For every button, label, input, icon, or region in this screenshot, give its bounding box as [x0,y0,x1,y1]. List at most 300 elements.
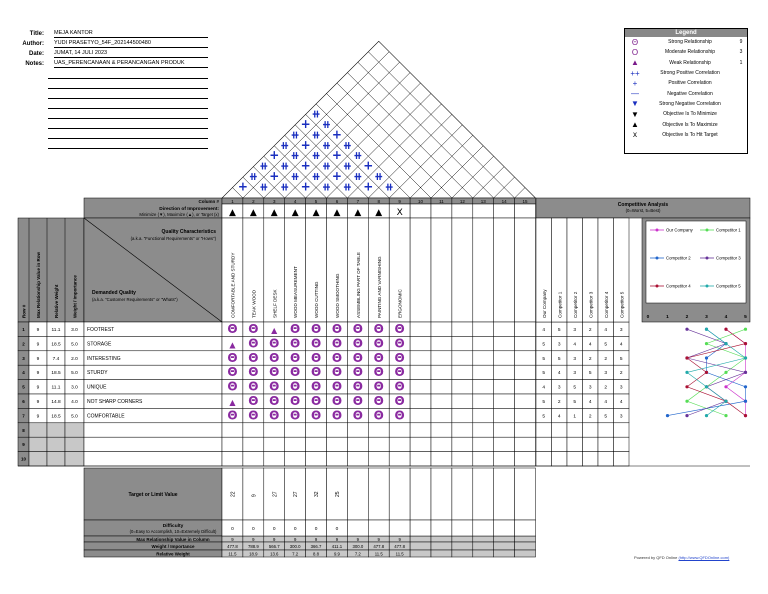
competitor-cell [598,437,614,451]
max-relationship-column-label: Max Relationship Value in Column [136,536,210,542]
legend-title: Legend [625,29,747,37]
competitor-rating: 3 [588,385,592,391]
competitor-series-point [744,385,747,388]
difficulty-cell [431,520,452,536]
direction-icon: X [396,208,403,218]
row-value: 18.5 [51,342,61,348]
relative-weight-column-cell [410,550,431,557]
qc-title: Quality Characteristics [161,229,216,235]
relationship-cell [473,380,494,394]
strong-relationship-icon: Θ [394,322,405,336]
relationship-cell [515,336,536,350]
competitor-series-point [744,328,747,331]
footer-credit [634,555,729,560]
demanded-quality-cell [84,423,222,437]
competitor-rating: 3 [573,356,577,362]
positive-icon: + [237,179,248,194]
relationship-cell [410,437,431,451]
strong-relationship-icon: Θ [352,350,363,365]
strong-positive-icon: ⧺ [311,107,321,121]
legend-symbol-icon: ▼ [631,109,639,119]
relationship-cell [306,452,327,466]
strong-relationship-icon: Θ [394,394,405,408]
chart-row-bg [642,394,750,408]
difficulty-cell [473,520,494,536]
target-cell [473,468,494,520]
legend-value: 9 [739,39,743,46]
positive-icon: + [331,169,342,184]
weight-importance-column-cell [410,542,431,550]
competitor-series-point [705,371,708,374]
strong-relationship-icon: Θ [227,365,238,380]
weight-importance-column-value: 477.8 [373,543,385,549]
strong-relationship-icon: Θ [352,322,363,336]
competitor-cell [567,452,583,466]
competitor-rating: 1 [573,414,577,420]
competitor-series-point [744,371,747,374]
competitor-legend-label: Our Company [666,227,693,233]
left-header-label: Relative Weight [54,284,59,318]
competitor-rating: 5 [542,342,546,348]
relationship-cell [494,452,515,466]
date-value: JUMAT, 14 JULI 2023 [54,49,208,58]
competitor-rating: 5 [542,414,546,420]
column-number: 14 [501,199,507,204]
direction-icon: ▲ [354,208,362,218]
strong-positive-icon: ⧺ [321,138,332,152]
legend-symbol-icon: ▲ [631,120,639,130]
direction-cell [452,204,473,218]
row-value: 9 [36,356,40,362]
competitor-rating: 2 [604,385,608,391]
max-relationship-column-value: 9 [231,536,234,542]
strong-positive-icon: ⧺ [353,149,363,163]
max-relationship-column-value: 9 [293,536,297,542]
relationship-cell [473,365,494,379]
relationship-cell [494,408,515,422]
legend-label: Negative Correlation [667,90,713,97]
axis-tick-label: 2 [685,315,689,320]
relationship-cell [222,423,243,437]
direction-icon: ▲ [270,208,278,218]
relationship-cell [347,423,368,437]
direction-cell [515,204,536,218]
relationship-cell [264,437,285,451]
characteristic-cell [410,218,431,322]
relationship-cell [473,423,494,437]
difficulty-cell [389,520,410,536]
direction-sub: Minimize (▼), Maximize (▲), or Target (x) [139,212,219,217]
relative-weight-column-value: 8.8 [313,551,320,557]
relationship-cell [515,365,536,379]
legend-symbol-icon: + [632,78,638,88]
row-value: 9 [36,414,40,420]
row-number: 3 [22,355,25,361]
axis-tick-label: 5 [744,315,747,320]
competitor-rating: 4 [557,414,561,420]
relationship-cell [515,452,536,466]
difficulty-value: 0 [314,527,318,532]
row-value-cell [29,437,47,451]
max-relationship-column-value: 9 [252,536,255,542]
chart-row-bg [642,423,750,437]
competitor-rating: 2 [588,414,592,420]
direction-icon: ▲ [249,208,257,218]
strong-relationship-icon: Θ [269,365,280,380]
target-value: 22 [230,491,237,497]
legend-symbol-icon: O [631,47,639,57]
target-value: 27 [272,491,279,497]
competitor-rating: 4 [588,342,592,348]
relationship-cell [452,365,473,379]
row-value: 18.5 [51,371,61,377]
relationship-cell [243,437,264,451]
row-number: 2 [22,341,25,347]
demanded-quality: INTERESTING [87,355,121,362]
difficulty-cell [494,520,515,536]
competitor-rating: 2 [557,400,561,405]
legend-symbol-icon: x [633,130,637,140]
weight-importance-column-cell [431,542,452,550]
strong-relationship-icon: Θ [310,379,322,394]
competitor-rating: 5 [542,400,546,405]
strong-relationship-icon: Θ [310,350,322,365]
axis-tick-label: 3 [705,315,708,320]
competitor-rating: 5 [542,371,546,377]
competitor-rating: 5 [604,342,608,348]
strong-relationship-icon: Θ [248,322,259,336]
relationship-cell [410,423,431,437]
difficulty-value: 0 [272,527,276,532]
characteristic-cell [431,218,452,322]
competitor-rating: 5 [557,328,561,333]
left-header-label: Weight / Importance [72,275,78,318]
row-number: 10 [20,456,27,462]
strong-relationship-icon: Θ [331,350,343,365]
competitor-cell [583,452,599,466]
strong-relationship-icon: Θ [352,408,363,423]
relationship-cell [494,365,515,379]
chart-row-bg [642,322,750,336]
left-header-label: Max Relationship Value in Row [36,251,41,318]
target-cell [431,468,452,520]
relationship-cell [327,423,348,437]
column-number: 9 [398,199,401,204]
competitor-rating: 4 [604,328,608,333]
strong-relationship-icon: Θ [394,336,405,351]
strong-positive-icon: ⧺ [342,138,353,152]
relationship-cell [264,452,285,466]
relative-weight-column-value: 11.5 [374,551,383,557]
competitor-legend-marker [656,229,659,232]
competitor-series-point [724,400,727,403]
strong-positive-icon: ⧺ [248,170,258,184]
direction-cell [494,204,515,218]
footer-link[interactable]: (http://www.QFDOnline.com) [678,555,730,560]
characteristic-label: ASSEMBLING PART OF TABLE [355,252,361,318]
weight-importance-column-value: 411.1 [331,543,343,549]
strong-relationship-icon: Θ [290,322,301,336]
target-cell [452,468,473,520]
weak-relationship-icon: ▲ [271,326,278,335]
column-number: 15 [522,199,528,204]
relationship-cell [410,394,431,408]
difficulty-cell [410,520,431,536]
relationship-cell [515,408,536,422]
target-cell [494,468,515,520]
competitor-cell [614,437,630,451]
strong-relationship-icon: Θ [373,379,384,394]
competitor-rating: 3 [557,385,561,391]
strong-positive-icon: ⧺ [280,159,290,173]
weight-importance-column-cell [473,542,494,550]
relationship-cell [264,423,285,437]
relationship-cell [389,423,410,437]
strong-positive-icon: ⧺ [342,180,353,194]
strong-relationship-icon: Θ [269,394,280,408]
difficulty-label: Difficulty [162,524,184,529]
competitor-rating: 3 [604,371,608,377]
target-value: 27 [293,491,300,497]
weight-importance-column-value: 366.7 [310,543,322,549]
strong-relationship-icon: Θ [394,350,405,365]
competitor-header: Competitor 5 [619,291,625,318]
competitor-series-point [685,371,688,374]
difficulty-cell [347,520,368,536]
relationship-cell [285,423,306,437]
direction-cell [410,204,431,218]
competitor-rating: 4 [604,400,608,405]
relationship-cell [515,380,536,394]
competitor-rating: 3 [619,328,623,333]
competitor-legend-marker [656,285,659,288]
relationship-cell [410,408,431,422]
relationship-cell [410,322,431,336]
competitive-sub: (0=Worst, 5=Best) [625,208,661,213]
notes-value: UAS_PERENCANAAN & PERANCANGAN PRODUK [54,59,208,68]
row-value: 4.0 [71,400,78,405]
competitor-cell [598,423,614,437]
relationship-cell [431,380,452,394]
relationship-cell [431,408,452,422]
relationship-cell [452,394,473,408]
strong-relationship-icon: Θ [310,336,322,351]
strong-relationship-icon: Θ [248,394,259,408]
positive-icon: + [300,179,311,194]
strong-relationship-icon: Θ [352,336,363,351]
strong-positive-icon: ⧺ [342,159,353,173]
strong-relationship-icon: Θ [290,408,301,423]
target-cell [389,468,410,520]
characteristic-label: WOOD SMOOTHING [334,273,340,318]
competitor-series-point [724,328,727,331]
strong-positive-icon: ⧺ [374,170,384,184]
max-relationship-column-value: 9 [314,536,318,542]
strong-relationship-icon: Θ [331,408,343,423]
row-value: 9 [36,400,40,405]
characteristic-label: COMFORTABLE AND STURDY [230,252,236,318]
strong-relationship-icon: Θ [331,365,343,380]
column-number: 11 [439,199,444,204]
relationship-cell [494,322,515,336]
column-number: 12 [459,199,465,204]
row-value: 2.0 [71,356,78,362]
competitor-rating: 3 [557,342,561,348]
relationship-cell [347,437,368,451]
relative-weight-column-value: 13.6 [270,551,279,557]
competitor-series-point [705,342,708,345]
row-number: 6 [22,399,25,404]
competitor-series-point [705,414,708,417]
relationship-cell [431,322,452,336]
weak-relationship-icon: ▲ [229,398,236,407]
strong-relationship-icon: Θ [310,394,322,408]
row-value: 3.0 [71,385,78,391]
direction-label: Direction of Improvement: [159,207,219,212]
relationship-cell [494,437,515,451]
positive-icon: + [300,158,311,173]
strong-positive-icon: ⧺ [353,170,363,184]
competitor-rating: 5 [588,371,592,377]
relationship-cell [410,365,431,379]
relationship-cell [515,351,536,365]
weight-importance-column-value: 477.8 [227,543,238,549]
chart-row-bg [642,336,750,350]
characteristic-label: WOOD CUTTING [314,281,320,318]
relative-weight-column-cell [452,550,473,557]
column-number-label: Column # [198,199,219,204]
competitor-series-point [705,356,708,359]
relationship-cell [515,322,536,336]
strong-relationship-icon: Θ [373,322,384,336]
relative-weight-column-cell [494,550,515,557]
characteristic-label: ERGONOMIC [397,289,403,318]
competitor-legend-label: Competitor 4 [666,283,691,289]
max-relationship-column-value: 9 [356,536,360,542]
demanded-quality: STORAGE [87,341,112,348]
competitor-series-point [685,400,688,403]
strong-relationship-icon: Θ [373,350,384,365]
relationship-cell [389,452,410,466]
strong-relationship-icon: Θ [310,322,322,336]
row-value-cell [29,423,47,437]
competitor-cell [598,452,614,466]
characteristic-label: TEAK WOOD [251,289,257,318]
competitor-series-point [744,356,747,359]
relationship-cell [452,408,473,422]
relationship-cell [452,380,473,394]
relationship-cell [431,452,452,466]
competitor-rating: 4 [619,342,623,348]
competitor-cell [552,423,568,437]
row-value-cell [47,452,65,466]
competitor-rating: 4 [542,328,546,333]
target-cell [347,468,368,520]
strong-relationship-icon: Θ [248,336,259,351]
target-cell [515,468,536,520]
row-value: 5.0 [71,414,78,420]
column-number: 3 [272,199,276,204]
competitor-legend-marker [656,257,659,260]
positive-icon: + [331,127,342,142]
relationship-cell [452,452,473,466]
weight-importance-column-value: 566.7 [268,543,280,549]
relative-weight-column-value: 11.5 [395,551,404,557]
axis-tick-label: 1 [666,315,669,320]
direction-icon: ▲ [333,208,341,218]
relationship-cell [452,423,473,437]
dq-sub: (a.k.a. "Customer Requirements" or "Whats") [92,297,178,302]
date-label: Date: [28,51,44,57]
relationship-cell [431,437,452,451]
target-label: Target or Limit Value [128,492,178,498]
column-number: 6 [335,199,339,204]
difficulty-value: 0 [252,527,255,532]
strong-relationship-icon: Θ [331,336,343,351]
characteristic-cell [494,218,515,322]
positive-icon: + [300,137,311,152]
competitor-legend-label: Competitor 1 [716,227,741,233]
max-relationship-column-cell [494,536,515,542]
competitor-cell [536,452,552,466]
relationship-cell [494,380,515,394]
characteristic-label: WOOD MEASUREMENT [293,266,299,318]
strong-relationship-icon: Θ [248,350,259,365]
competitor-cell [567,437,583,451]
author-value: YUDI PRASETYO_54F_202144500480 [54,39,208,48]
competitor-rating: 5 [604,414,608,420]
relative-weight-column-label-cell [84,550,222,557]
legend-label: Strong Negative Correlation [659,100,721,107]
relative-weight-column-cell [431,550,452,557]
row-value: 9 [36,371,40,377]
competitor-header: Our Company [541,289,547,318]
difficulty-cell [452,520,473,536]
competitor-series-point [744,342,747,345]
strong-positive-icon: ⧺ [259,159,269,173]
competitor-rating: 5 [619,356,623,362]
relationship-cell [431,365,452,379]
strong-positive-icon: ⧺ [321,117,332,131]
strong-relationship-icon: Θ [269,408,280,423]
legend-symbol-icon: ▼ [631,99,639,109]
weight-importance-column-value: 300.0 [289,543,301,549]
relationship-cell [452,322,473,336]
competitor-cell [567,423,583,437]
demanded-quality: UNIQUE [87,384,107,391]
competitor-rating: 4 [542,385,546,391]
max-relationship-column-cell [452,536,473,542]
demanded-quality: COMFORTABLE [87,413,125,420]
chart-row-bg [642,351,750,365]
relative-weight-column-cell [515,550,536,557]
competitor-series-point [685,328,688,331]
legend-symbol-icon: — [631,89,639,99]
competitor-cell [552,452,568,466]
relative-weight-column-value: 7.2 [292,551,299,557]
legend-label: Positive Correlation [668,80,712,87]
target-cell [410,468,431,520]
demanded-quality-cell [84,437,222,451]
competitor-series-point [666,414,669,417]
row-number: 1 [22,327,25,332]
max-relationship-column-cell [410,536,431,542]
competitor-legend-marker [706,229,709,232]
strong-relationship-icon: Θ [310,408,322,423]
relationship-cell [222,452,243,466]
legend-label: Objective Is To Minimize [663,111,717,118]
max-relationship-column-value: 9 [335,536,339,542]
